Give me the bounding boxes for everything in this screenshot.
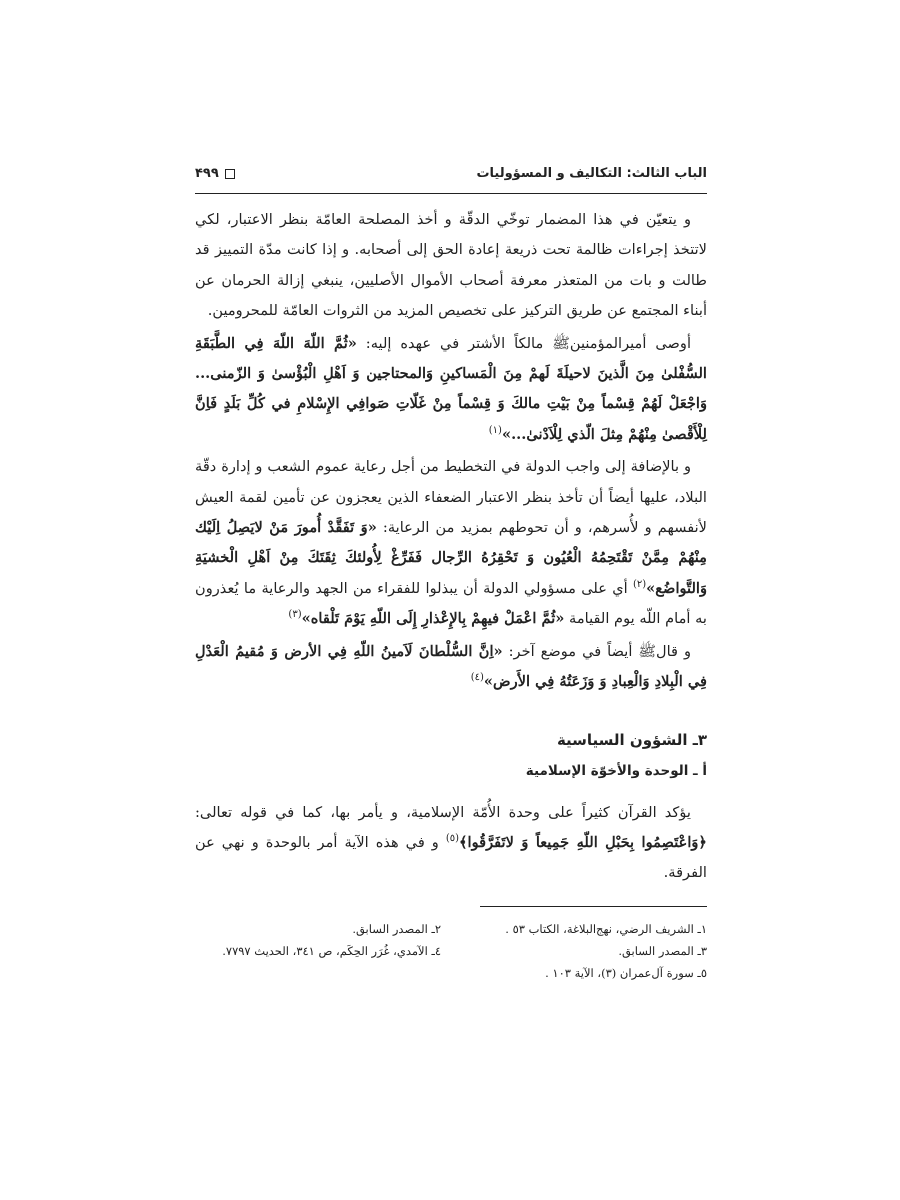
paragraph-3	[195, 452, 707, 634]
square-icon	[225, 169, 235, 179]
footnote-5: ٥ـ سورة آل‌عمران (٣)، الآية ١٠٣ .	[545, 966, 707, 980]
paragraph-4-intro: و قال	[655, 642, 691, 660]
quote-3: «ثُمَّ اعْمَلْ فيهِمْ بِالإِعْذارِ إِلَى اللّهِ يَوْمَ تَلْقاه»	[301, 610, 565, 628]
footnotes	[195, 918, 707, 984]
quote-2: «وَ تَفَقَّدْ أُمورَ مَنْ لايَصِلُ اِلَيْك مِنْهُمْ مِمَّنْ تَقْتَحِمُهُ الْعُيُون وَ تَحْقِرُهُ الرِّجال فَفَرِّغْ لِأُولئكَ ثِقَتَكَ مِنْ اَهْلِ الْخشيَةِ وَالتَّواضُع»	[195, 519, 707, 597]
footnote-ref-1[interactable]: (١)	[488, 424, 502, 436]
paragraph-3-text: و بالإضافة إلى واجب الدولة في التخطيط من أجل رعاية عموم الشعب و إدارة دقّة البلاد، عليها أيضاً أن تأخذ بنظر الاعتبار الضعفاء الذين يعجزون عن تأمين لقمة العيش لأنفسهم و لأُسرهم، و أن تحوطهم بمزيد من الرعاية:	[195, 458, 707, 537]
paragraph-2	[195, 329, 707, 451]
quote-1: «ثُمَّ اللّهَ اللّهَ فِي الطَّبَقَةِ السُّفْلىٰ مِنَ الَّذينَ لاحيلَةَ لَهمْ مِنَ الْمَساكينِ وَالمحتاجين وَ اَهْلِ الْبُؤْسىٰ وَ الزّمنى... وَاجْعَلْ لَهُمْ قِسْماً مِنْ بَيْتِ مالكَ وَ قِسْماً مِنْ غَلّاتِ صَوافِي الإِسْلامِ في كُلِّ بَلَدٍ فَاِنَّ لِلْأَقْصىٰ مِنْهُمْ مِثلَ الّذي لِلْاَدْنىٰ...»	[195, 334, 707, 443]
paragraph-3-cont: أي على مسؤولي الدولة أن يبذلوا للفقراء من الجهد والرعاية ما يُعذرون به أمام اللّه يوم القيامة	[195, 579, 707, 628]
footnote-ref-4[interactable]: (٤)	[470, 672, 484, 684]
quote-4: «اِنَّ السُّلْطانَ لَاَمينُ اللّهِ فِي الأرض وَ مُقيمُ الْعَدْلِ فِي الْبِلادِ وَالْعِبادِ وَ وَزَعَتُهُ فِي الأَرض»	[195, 642, 707, 691]
paragraph-5	[195, 798, 707, 889]
section-subheading: أ ـ الوحدة والأخوّة الإسلامية	[525, 762, 707, 779]
honorific-symbol: ﷺ	[552, 334, 570, 352]
paragraph-2-intro: أوصى أميرالمؤمنين	[569, 334, 691, 352]
paragraph-5-cont: و في هذه الآية أمر بالوحدة و نهي عن الفرقة.	[195, 833, 707, 882]
page-number: ۴۹۹	[195, 166, 219, 181]
paragraph-5-text: يؤكد القرآن كثيراً على وحدة الأُمّة الإسلامية، و يأمر بها، كما في قوله تعالى:	[195, 803, 691, 821]
quran-verse: ﴿وَاعْتَصِمُوا بِحَبْلِ اللّهِ جَمِيعاً وَ لاتَفَرَّقُوا﴾	[459, 833, 707, 851]
paragraph-4-mid: أيضاً في موضع آخر:	[502, 642, 639, 660]
chapter-title: الباب الثالث: التكاليف و المسؤوليات	[476, 166, 707, 181]
body-text	[195, 205, 707, 891]
footnote-3: ٣ـ المصدر السابق.	[618, 944, 707, 958]
footnote-divider	[480, 906, 707, 907]
paragraph-1: و يتعيّن في هذا المضمار توخّي الدقّة و أخذ المصلحة العامّة بنظر الاعتبار، لكي لاتتخذ إجراءات ظالمة تحت ذريعة إعادة الحق إلى أصحابه. و إذا كانت مدّة التمييز قد طالت و بات من المتعذر معرفة أصحاب الأموال الأصليين، ينبغي إزالة الحرمان عن أبناء المجتمع عن طريق التركيز على تخصيص المزيد من الثروات العامّة للمحرومين.	[195, 211, 707, 320]
footnote-4: ٤ـ الآمدي، غُرَر الحِكَم، ص ٣٤١، الحديث ٧٧٩٧.	[222, 944, 441, 958]
section-heading: ٣ـ الشؤون السياسية	[556, 730, 707, 749]
page-number-block	[195, 166, 235, 181]
paragraph-4	[195, 637, 707, 698]
footnote-2: ٢ـ المصدر السابق.	[352, 922, 441, 936]
footnote-ref-5[interactable]: (٥)	[445, 833, 459, 845]
footnote-ref-2[interactable]: (٢)	[632, 579, 647, 591]
footnote-1: ١ـ الشريف الرضي، نهج‌البلاغة، الكتاب ٥٣ .	[505, 922, 707, 936]
paragraph-2-mid: مالكاً الأشتر في عهده إليه:	[356, 334, 553, 352]
running-header	[195, 160, 707, 194]
honorific-symbol-2: ﷺ	[638, 642, 656, 660]
footnote-ref-3[interactable]: (٣)	[288, 609, 302, 621]
